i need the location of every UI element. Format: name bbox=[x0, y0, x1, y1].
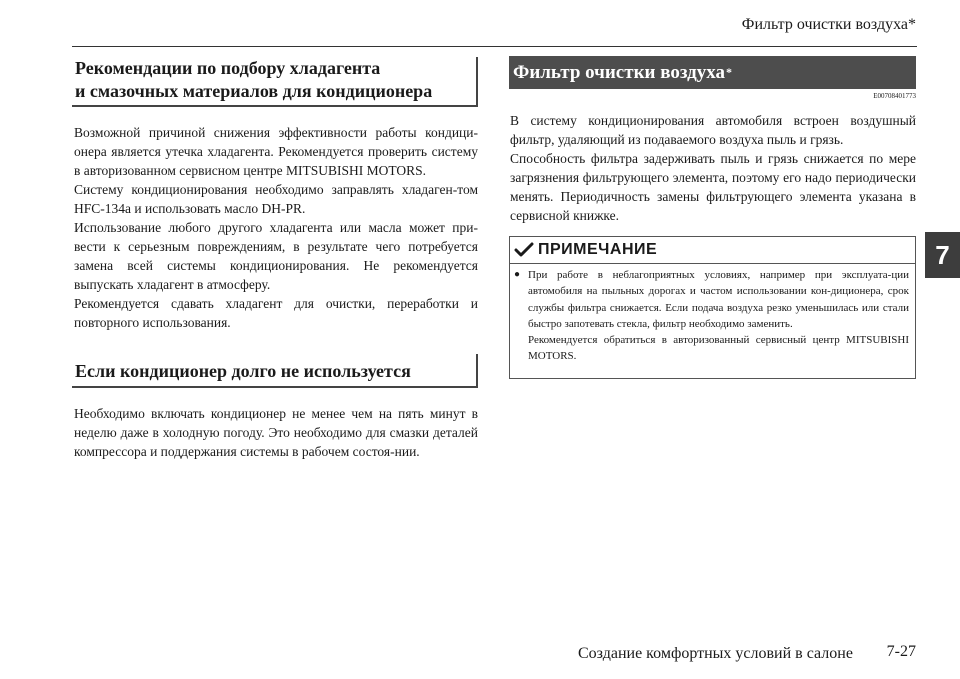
note-content bbox=[510, 264, 915, 365]
paragraph: Рекомендуется сдавать хладагент для очистки, переработки и повторного использования. bbox=[74, 296, 478, 330]
section-heading-line-1: Рекомендации по подбору хладагента bbox=[75, 58, 381, 78]
refrigerant-text-block bbox=[74, 123, 478, 332]
note-text: При работе в неблагоприятных условиях, например при эксплуата-ции автомобиля на пыльных дорогах и частом использовании кон-диционера, срок службы фильтра снижается. Если подача воздуха резко уменьшилась или стали быстро запотевать стекла, фильтр необходимо заменить. bbox=[528, 269, 909, 330]
chapter-tab: 7 bbox=[925, 232, 960, 278]
section-heading-line-2: и смазочных материалов для кондиционера bbox=[75, 81, 433, 101]
unused-ac-paragraph: Необходимо включать кондиционер не менее чем на пять минут в неделю даже в холодную погоду. Это необходимо для смазки деталей компрессора и поддержания системы в рабочем состоя-нии. bbox=[74, 406, 478, 459]
paragraph: Использование любого другого хладагента или масла может при-вести к серьезным повреждениям, в результате чего потребуется замена всей системы кондиционирования. Не рекомендуется выпускать хладагент в атмосферу. bbox=[74, 220, 478, 292]
footer-section-title: Создание комфортных условий в салоне bbox=[578, 645, 853, 662]
note-check-icon bbox=[514, 241, 534, 259]
bullet-icon: ● bbox=[514, 269, 521, 280]
paragraph: В систему кондиционирования автомобиля встроен воздушный фильтр, удаляющий из подаваемого воздуха пыль и грязь. bbox=[510, 113, 916, 147]
note-title: ПРИМЕЧАНИЕ bbox=[538, 241, 658, 258]
running-header-title: Фильтр очистки воздуха* bbox=[741, 16, 916, 33]
page-number: 7-27 bbox=[886, 643, 916, 660]
note-text: Рекомендуется обратиться в авторизованный сервисный центр MITSUBISHI MOTORS. bbox=[528, 334, 909, 363]
section-heading-unused-ac: Если кондиционер долго не используется bbox=[72, 354, 478, 388]
air-filter-text-block bbox=[510, 111, 916, 225]
section-heading-refrigerant bbox=[72, 57, 478, 107]
document-id: E00708401773 bbox=[873, 92, 916, 100]
air-filter-heading-text: Фильтр очистки воздуха bbox=[513, 61, 725, 83]
paragraph: Возможной причиной снижения эффективности работы кондици-онера является утечка хладагента. Рекомендуется проверить систему в авторизованном сервисном центре MITSUBISHI MOTORS. bbox=[74, 125, 478, 178]
paragraph: Способность фильтра задерживать пыль и грязь снижается по мере загрязнения фильтрующего элемента, поэтому его надо периодически менять. Периодичность замены фильтрующего элемента указана в сервисной книжке. bbox=[510, 151, 916, 223]
asterisk-mark: * bbox=[726, 65, 732, 79]
section-heading-air-filter bbox=[509, 56, 916, 89]
note-header bbox=[510, 237, 915, 264]
header-divider bbox=[72, 46, 917, 47]
paragraph: Систему кондиционирования необходимо заправлять хладаген-том HFC-134a и использовать масло DH-PR. bbox=[74, 182, 478, 216]
note-box bbox=[509, 236, 916, 379]
